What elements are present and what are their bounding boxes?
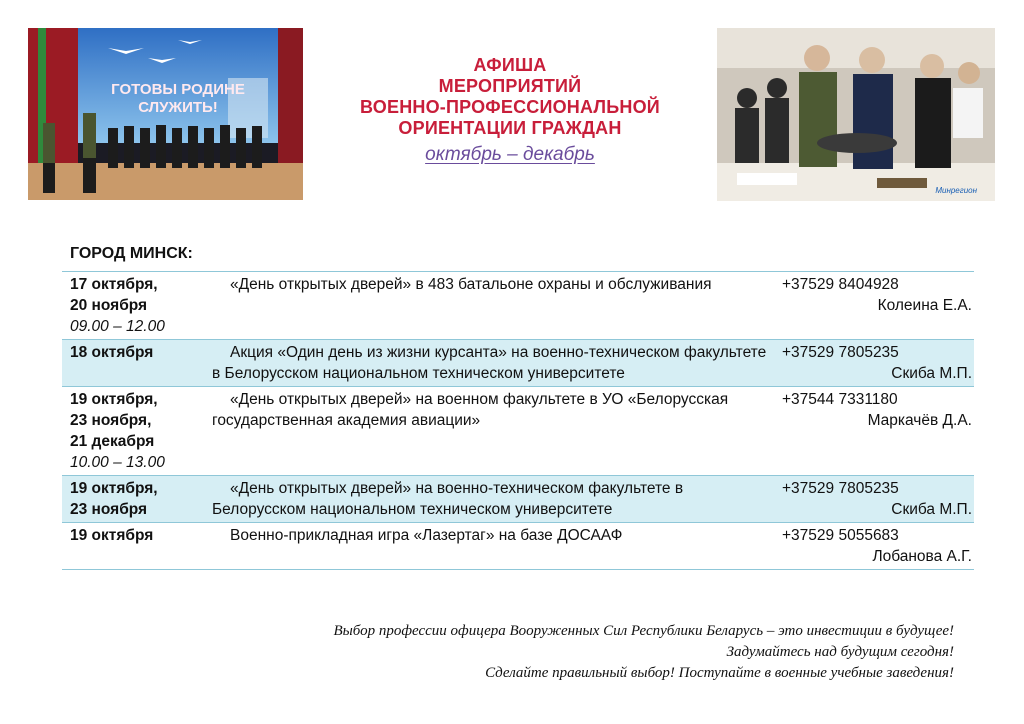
section-title: ГОРОД МИНСК: [70, 245, 193, 262]
period-link[interactable]: октябрь – декабрь [425, 144, 595, 165]
photo-watermark: Минрегион [935, 186, 977, 195]
event-date: 23 ноября, [70, 412, 152, 429]
contact-phone[interactable]: +37529 7805235 [782, 344, 899, 361]
event-date: 21 декабря [70, 433, 155, 450]
contact-person: Колеина Е.А. [877, 297, 972, 314]
event-description: «День открытых дверей» на военно-техническом факультете в Белорусском национальном техническом университете [212, 480, 684, 518]
event-time: 09.00 – 12.00 [70, 318, 165, 335]
event-time: 10.00 – 13.00 [70, 454, 165, 471]
event-description-cell [212, 387, 772, 476]
event-row [62, 272, 974, 340]
footer-line-1: Выбор профессии офицера Вооруженных Сил Республики Беларусь – это инвестиции в будущее! [333, 623, 954, 639]
cadets-photo [717, 28, 995, 201]
contact-phone[interactable]: +37529 7805235 [782, 480, 899, 497]
event-row [62, 340, 974, 387]
event-description-cell [212, 340, 772, 387]
event-description-cell [212, 272, 772, 340]
stage-photo [28, 28, 303, 200]
contact-person: Скиба М.П. [891, 365, 972, 382]
event-date-cell [62, 387, 212, 476]
contact-person: Маркачёв Д.А. [867, 412, 972, 429]
title-line-2: МЕРОПРИЯТИЙ [438, 76, 582, 96]
title-line-4: ОРИЕНТАЦИИ ГРАЖДАН [398, 118, 622, 138]
event-date: 19 октября, [70, 391, 158, 408]
event-description: Военно-прикладная игра «Лазертаг» на базе ДОСААФ [230, 527, 623, 544]
event-date: 20 ноября [70, 297, 148, 314]
event-contact-cell [772, 272, 974, 340]
footer-slogan [333, 621, 954, 684]
banner-text-line-1: ГОТОВЫ РОДИНЕ [111, 81, 245, 98]
event-date-cell [62, 272, 212, 340]
banner-text-line-2: СЛУЖИТЬ! [138, 99, 218, 116]
event-contact-cell [772, 523, 974, 570]
contact-phone[interactable]: +37529 8404928 [782, 276, 899, 293]
event-contact-cell [772, 387, 974, 476]
event-date: 19 октября [70, 527, 154, 544]
footer-line-2: Задумайтесь над будущим сегодня! [726, 644, 954, 660]
event-description-cell [212, 523, 772, 570]
event-description: «День открытых дверей» в 483 батальоне охраны и обслуживания [230, 276, 712, 293]
event-description: «День открытых дверей» на военном факультете в УО «Белорусская государственная академия авиации» [212, 391, 729, 429]
contact-person: Скиба М.П. [891, 501, 972, 518]
title-line-1: АФИША [473, 55, 547, 75]
event-date-cell [62, 523, 212, 570]
event-date-cell [62, 340, 212, 387]
event-description-cell [212, 476, 772, 523]
event-contact-cell [772, 340, 974, 387]
cadets-photo-illustration [717, 28, 995, 201]
event-date: 18 октября [70, 344, 154, 361]
event-description: Акция «Один день из жизни курсанта» на военно-техническом факультете в Белорусском национальном техническом университете [212, 344, 767, 382]
event-date: 23 ноября [70, 501, 148, 518]
contact-phone[interactable]: +37529 5055683 [782, 527, 899, 544]
event-contact-cell [772, 476, 974, 523]
event-row [62, 476, 974, 523]
contact-person: Лобанова А.Г. [872, 548, 972, 565]
event-date: 17 октября, [70, 276, 158, 293]
poster-header [320, 55, 700, 166]
event-row [62, 523, 974, 570]
events-table [62, 271, 974, 570]
contact-phone[interactable]: +37544 7331180 [782, 391, 898, 408]
event-date: 19 октября, [70, 480, 158, 497]
title-line-3: ВОЕННО-ПРОФЕССИОНАЛЬНОЙ [360, 97, 660, 117]
event-row [62, 387, 974, 476]
event-date-cell [62, 476, 212, 523]
stage-photo-illustration [28, 28, 303, 200]
footer-line-3: Сделайте правильный выбор! Поступайте в военные учебные заведения! [485, 665, 954, 681]
